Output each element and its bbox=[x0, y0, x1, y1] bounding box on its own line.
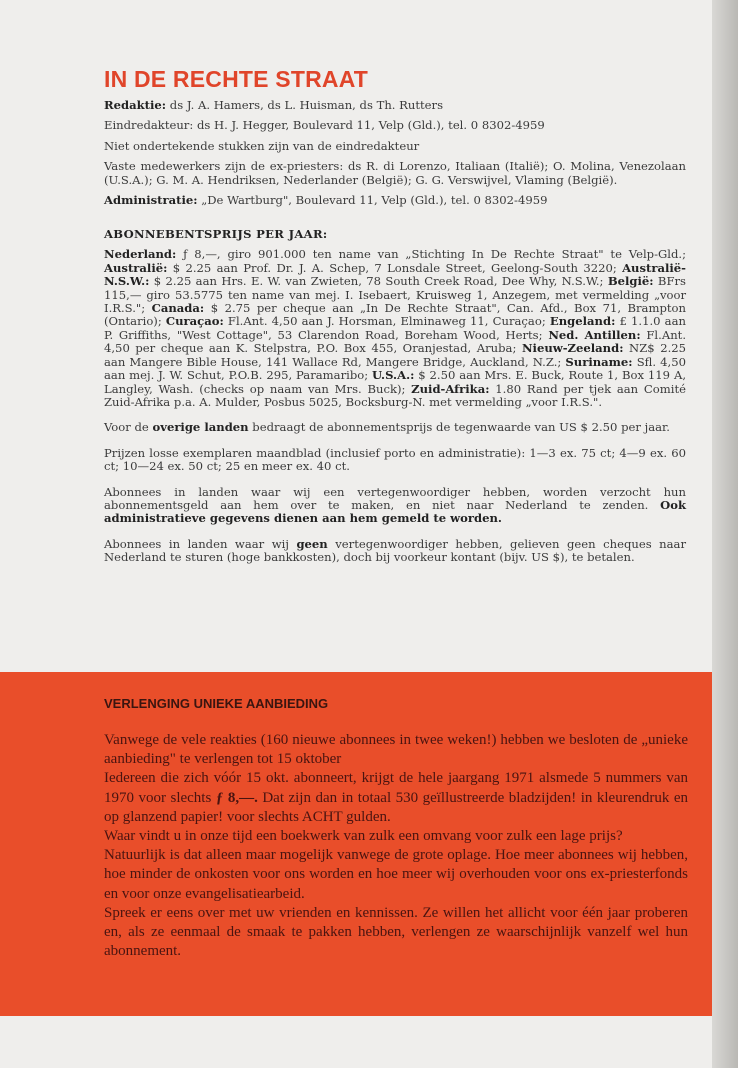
promo-box bbox=[0, 672, 712, 1016]
text: Abonnees in landen waar wij bbox=[104, 536, 297, 551]
text: Sfl. 4,50 aan mej. J. W. Schut, P.O.B. 295, Paramaribo; bbox=[104, 354, 686, 383]
text: Spreek er eens over met uw vrienden en kennissen. Ze willen het allicht voor één jaar proberen en, als ze eenmaal de smaak te pakken hebben, verlengen ze waarschijnlijk vanzelf wel hun abonnement. bbox=[104, 904, 688, 960]
text: Voor de bbox=[104, 420, 153, 435]
subscription-paragraph bbox=[104, 538, 686, 565]
subscription-heading: ABONNEBENTSPRIJS PER JAAR: bbox=[104, 227, 328, 242]
bold-text: Zuid-Afrika: bbox=[411, 381, 490, 396]
text: Vanwege de vele reakties (160 nieuwe abonnees in twee weken!) hebben we besloten de „unieke aanbieding" te verlengen tot 15 oktober bbox=[104, 732, 688, 768]
bold-text: Ook administratieve gegevens dienen aan hem gemeld te worden. bbox=[104, 497, 686, 526]
subscription-paragraph bbox=[104, 447, 686, 474]
text: £ 1.1.0 aan P. Griffiths, "West Cottage", 53 Clarendon Road, Boreham Wood, Herts; bbox=[104, 314, 686, 342]
text: bedraagt de abonnementsprijs de tegenwaarde van US $ 2.50 per jaar. bbox=[248, 420, 670, 435]
subscription-paragraph bbox=[104, 421, 686, 434]
colophon bbox=[104, 99, 686, 207]
promo-paragraph bbox=[104, 827, 688, 846]
text: $ 2.50 aan Mrs. E. Buck, Route 1, Box 119 A, Langley, Wash. (checks op naam van Mrs. Buck); bbox=[104, 368, 687, 396]
bold-text: U.S.A.: bbox=[372, 368, 415, 383]
colophon-paragraph bbox=[104, 140, 686, 153]
bold-text: Engeland: bbox=[549, 314, 616, 329]
text: Niet ondertekende stukken zijn van de eindredakteur bbox=[104, 138, 420, 153]
promo-body bbox=[104, 731, 688, 961]
text: Dat zijn dan in totaal 530 geïllustreerde bladzijden! in kleurendruk en op glanzend papier! voor slechts ACHT gulden. bbox=[104, 789, 688, 825]
text: Abonnees in landen waar wij een vertegenwoordiger hebben, worden verzocht hun abonnementsgeld aan hem over te maken, en niet naar Nederland te zenden. bbox=[104, 484, 686, 512]
text: BFrs 115,— giro 53.5775 ten name van mej. I. Isebaert, Kruisweg 1, Anzegem, met vermelding „voor I.R.S."; bbox=[104, 274, 686, 316]
promo-paragraph bbox=[104, 731, 688, 769]
colophon-paragraph bbox=[104, 119, 686, 132]
bold-text: Suriname: bbox=[565, 354, 633, 369]
text: NZ$ 2.25 aan Mangere Bible House, 141 Wallace Rd, Mangere Bridge, Auckland, N.Z.; bbox=[104, 341, 687, 369]
bold-text: Administratie: bbox=[104, 193, 198, 208]
bold-text: Redaktie: bbox=[104, 98, 167, 112]
text: ƒ 8,—, giro 901.000 ten name van „Stichting In De Rechte Straat" te Velp-Gld.; bbox=[176, 247, 686, 262]
text: Fl.Ant. 4,50 per cheque aan K. Stelpstra, P.O. Box 455, Oranjestad, Aruba; bbox=[104, 327, 687, 356]
subscription-paragraph bbox=[104, 248, 686, 409]
bold-text: België: bbox=[607, 274, 654, 289]
colophon-paragraph bbox=[104, 99, 686, 112]
bold-text: Australië: bbox=[104, 260, 168, 275]
text: Vaste medewerkers zijn de ex-priesters: ds R. di Lorenzo, Italiaan (Italië); O. Molina, Venezolaan (U.S.A.); G. M. A. Hendriksen, Nederlander (België); G. G. Verswijvel, Vlaming (België). bbox=[104, 159, 686, 187]
colophon-paragraph bbox=[104, 160, 686, 187]
text: „De Wartburg", Boulevard 11, Velp (Gld.), tel. 0 8302-4959 bbox=[197, 193, 548, 208]
bold-text: ƒ 8,—. bbox=[215, 789, 258, 806]
text: Fl.Ant. 4,50 aan J. Horsman, Elminaweg 11, Curaçao; bbox=[223, 314, 550, 329]
text: Eindredakteur: ds H. J. Hegger, Boulevard 11, Velp (Gld.), tel. 0 8302-4959 bbox=[104, 118, 545, 133]
page-title: IN DE RECHTE STRAAT bbox=[104, 66, 369, 92]
text: ds J. A. Hamers, ds L. Huisman, ds Th. Rutters bbox=[166, 98, 444, 112]
masthead-section bbox=[104, 66, 686, 572]
text: vertegenwoordiger hebben, gelieven geen cheques naar Nederland te sturen (hoge bankkosten), doch bij voorkeur kontant (bijv. US $), te betalen. bbox=[104, 536, 686, 565]
subscription-info bbox=[104, 248, 686, 564]
bold-text: geen bbox=[296, 536, 328, 551]
bold-text: overige landen bbox=[152, 420, 249, 435]
colophon-paragraph bbox=[104, 194, 686, 207]
bold-text: Ned. Antillen: bbox=[548, 327, 641, 342]
text: 1.80 Rand per tjek aan Comité Zuid-Afrika p.a. A. Mulder, Posbus 5025, Bocksburg-N. met vermelding „voor I.R.S.". bbox=[104, 381, 686, 409]
bold-text: Nieuw-Zeeland: bbox=[521, 341, 624, 356]
page-edge-shadow bbox=[712, 0, 738, 1068]
bold-text: Curaçao: bbox=[165, 314, 224, 329]
text: $ 2.25 aan Hrs. E. W. van Zwieten, 78 South Creek Road, Dee Why, N.S.W.; bbox=[149, 274, 608, 289]
text: Waar vindt u in onze tijd een boekwerk van zulk een omvang voor zulk een lage prijs? bbox=[104, 828, 623, 845]
text: Natuurlijk is dat alleen maar mogelijk vanwege de grote oplage. Hoe meer abonnees wij hebben, hoe minder de onkosten voor ons worden en hoe meer wij overhouden voor ons ex-priesterfonds en voor onze evangelisatiearbeid. bbox=[104, 847, 688, 902]
promo-heading: VERLENGING UNIEKE AANBIEDING bbox=[104, 696, 329, 711]
promo-paragraph bbox=[104, 846, 688, 904]
text: Iedereen die zich vóór 15 okt. abonneert, krijgt de hele jaargang 1971 alsmede 5 nummers van 1970 voor slechts bbox=[104, 770, 688, 806]
text: Prijzen losse exemplaren maandblad (inclusief porto en administratie): 1—3 ex. 75 ct; 4—9 ex. 60 ct; 10—24 ex. 50 ct; 25 en meer ex. 40 ct. bbox=[104, 445, 686, 474]
promo-paragraph bbox=[104, 904, 688, 962]
text: $ 2.75 per cheque aan „In De Rechte Straat", Can. Afd., Box 71, Brampton (Ontario); bbox=[104, 301, 686, 329]
bold-text: Nederland: bbox=[104, 247, 177, 262]
subscription-paragraph bbox=[104, 486, 686, 526]
bold-text: Australië-N.S.W.: bbox=[104, 260, 686, 289]
bold-text: Canada: bbox=[151, 301, 205, 316]
promo-paragraph bbox=[104, 769, 688, 827]
text: $ 2.25 aan Prof. Dr. J. A. Schep, 7 Lonsdale Street, Geelong-South 3220; bbox=[167, 260, 623, 275]
